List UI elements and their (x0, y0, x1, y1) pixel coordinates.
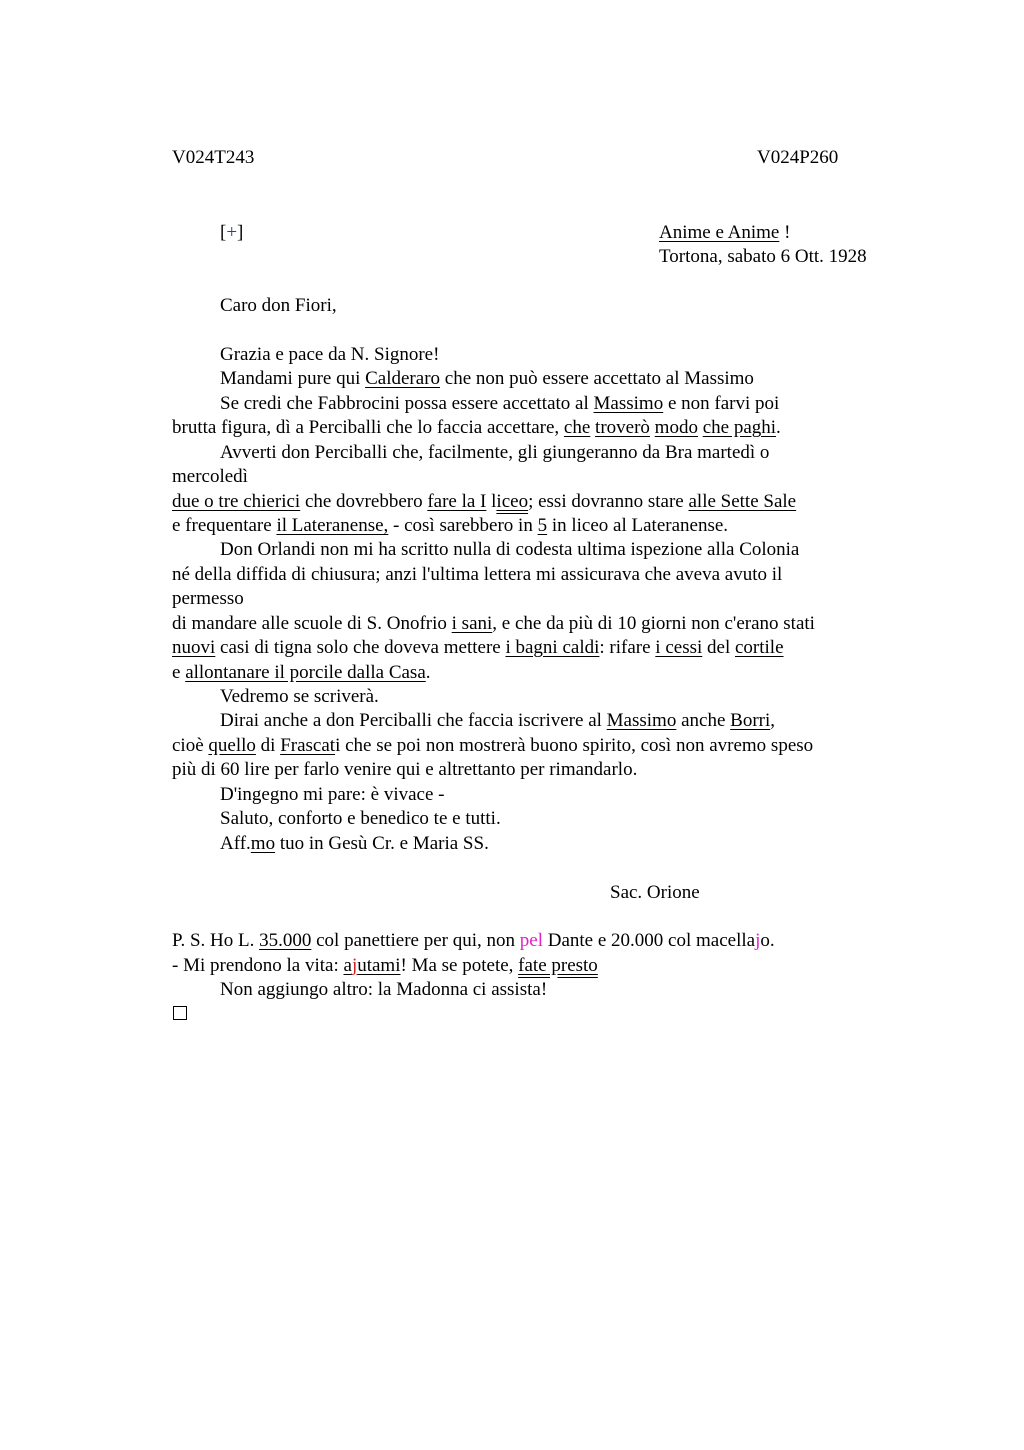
letter-line-9: né della diffida di chiusura; anzi l'ultima lettera mi assicurava che aveva avuto il (172, 564, 783, 585)
letter-line-5: mercoledì (172, 466, 248, 487)
motto-end: ! (779, 222, 791, 243)
letter-line-11 (172, 612, 815, 636)
underlined-segment: Massimo (606, 710, 677, 731)
underlined-segment: Calderaro (365, 368, 441, 389)
underlined-segment: i bagni caldi (505, 637, 600, 658)
text-segment: Mandami pure qui (220, 368, 366, 389)
text-segment: che non può essere accettato al Massimo (440, 368, 754, 389)
text-segment: tuo in Gesù Cr. e Maria SS. (275, 833, 489, 854)
underlined-segment: cortile (734, 637, 784, 658)
text-segment: Dante e 20.000 col macella (542, 930, 756, 951)
underlined-segment: utami (357, 955, 401, 976)
postscript-line-3: Non aggiungo altro: la Madonna ci assista! (220, 979, 548, 1000)
letter-line-4: Avverti don Perciballi che, facilmente, gli giungeranno da Bra martedì o (220, 442, 770, 463)
letter-line-17: più di 60 lire per farlo venire qui e altrettanto per rimandarlo. (172, 759, 638, 780)
signature: Sac. Orione (610, 882, 700, 903)
text-segment: anche (676, 710, 731, 731)
letter-line-1 (220, 367, 754, 391)
text-segment: . (425, 662, 431, 683)
letter-line-3 (172, 416, 781, 440)
motto (659, 221, 790, 245)
text-segment: che dovrebbero (300, 491, 428, 512)
text-segment: , (770, 710, 776, 731)
text-segment: , e che da più di 10 giorni non c'erano stati (492, 613, 815, 634)
underlined-segment: fare la I (427, 491, 487, 512)
text-segment: P. S. Ho L. (172, 930, 260, 951)
underlined-segment: quello (208, 735, 256, 756)
underlined-segment: due o tre chierici (172, 491, 301, 512)
text-segment: e (172, 662, 186, 683)
underlined-segment: Massimo (593, 393, 664, 414)
greeting: Grazia e pace da N. Signore! (220, 344, 440, 365)
underlined-segment: alle Sette Sale (688, 491, 797, 512)
underlined-segment: 5 (537, 515, 548, 536)
cross-open: [ (220, 222, 227, 243)
motto-text: Anime e Anime (659, 222, 780, 243)
underlined-segment: troverò (595, 417, 650, 438)
text-segment: i che se poi non mostrerà buono spirito, così non avremo speso (335, 735, 814, 756)
underlined-segment: il Lateranense, (276, 515, 389, 536)
cross-icon: + (226, 222, 238, 243)
text-segment: e frequentare (172, 515, 277, 536)
underlined-segment: a (343, 955, 352, 976)
letter-line-7 (172, 514, 728, 538)
text-segment: o. (760, 930, 775, 951)
letter-line-10: permesso (172, 588, 244, 609)
letter-line-19: Saluto, conforto e benedico te e tutti. (220, 808, 501, 829)
underlined-segment: modo (654, 417, 698, 438)
underlined-segment: mo (250, 833, 276, 854)
text-segment: l (486, 491, 497, 512)
double-underlined-segment: iceo (496, 491, 529, 512)
cross-mark (220, 221, 243, 245)
text-segment: - così sarebbero in (388, 515, 538, 536)
letter-line-13 (172, 661, 431, 685)
letter-line-14: Vedremo se scriverà. (220, 686, 379, 707)
underlined-segment: Frascat (280, 735, 336, 756)
double-underlined-segment: fate presto (518, 955, 598, 976)
letter-line-2 (220, 392, 779, 416)
end-box-icon (173, 1006, 187, 1020)
text-segment: casi di tigna solo che doveva mettere (215, 637, 506, 658)
postscript-line-2 (172, 954, 598, 978)
text-segment: del (702, 637, 735, 658)
text-segment: : rifare (599, 637, 656, 658)
text-segment: di (255, 735, 281, 756)
text-segment: e non farvi poi (663, 393, 780, 414)
text-segment: ; essi dovranno stare (528, 491, 689, 512)
text-segment: - Mi prendono la vita: (172, 955, 344, 976)
text-segment: in liceo al Lateranense. (547, 515, 729, 536)
letter-line-20 (220, 832, 489, 856)
letter-line-15 (220, 709, 775, 733)
text-segment: cioè (172, 735, 209, 756)
underlined-segment: i cessi (655, 637, 703, 658)
text-segment: Dirai anche a don Perciballi che faccia iscrivere al (220, 710, 607, 731)
correction-segment: j (755, 930, 761, 951)
text-segment: . (776, 417, 781, 438)
underlined-segment: allontanare il porcile dalla Casa (185, 662, 426, 683)
text-segment: di mandare alle scuole di S. Onofrio (172, 613, 452, 634)
text-segment: brutta figura, dì a Perciballi che lo faccia accettare, (172, 417, 564, 438)
text-segment: Se credi che Fabbrocini possa essere accettato al (220, 393, 594, 414)
underlined-segment: Borri (730, 710, 771, 731)
postscript-line-1 (172, 929, 775, 953)
inserted-letter: j (351, 955, 358, 976)
salutation: Caro don Fiori, (220, 295, 337, 316)
letter-line-16 (172, 734, 813, 758)
header-right-code: V024P260 (757, 147, 839, 168)
underlined-segment: i sani (451, 613, 493, 634)
place-date: Tortona, sabato 6 Ott. 1928 (659, 246, 867, 267)
correction-segment: pel (519, 930, 543, 951)
underlined-segment: che paghi (702, 417, 777, 438)
underlined-segment: nuovi (172, 637, 216, 658)
letter-line-18: D'ingegno mi pare: è vivace - (220, 784, 445, 805)
header-left-code: V024T243 (172, 147, 255, 168)
letter-line-6 (172, 490, 796, 514)
text-segment: Aff. (220, 833, 251, 854)
underlined-segment: 35.000 (259, 930, 312, 951)
text-segment: col panettiere per qui, non (311, 930, 520, 951)
cross-close: ] (237, 222, 244, 243)
underlined-segment: che (563, 417, 591, 438)
letter-line-8: Don Orlandi non mi ha scritto nulla di codesta ultima ispezione alla Colonia (220, 539, 800, 560)
letter-line-12 (172, 636, 784, 660)
text-segment: ! Ma se potete, (400, 955, 519, 976)
